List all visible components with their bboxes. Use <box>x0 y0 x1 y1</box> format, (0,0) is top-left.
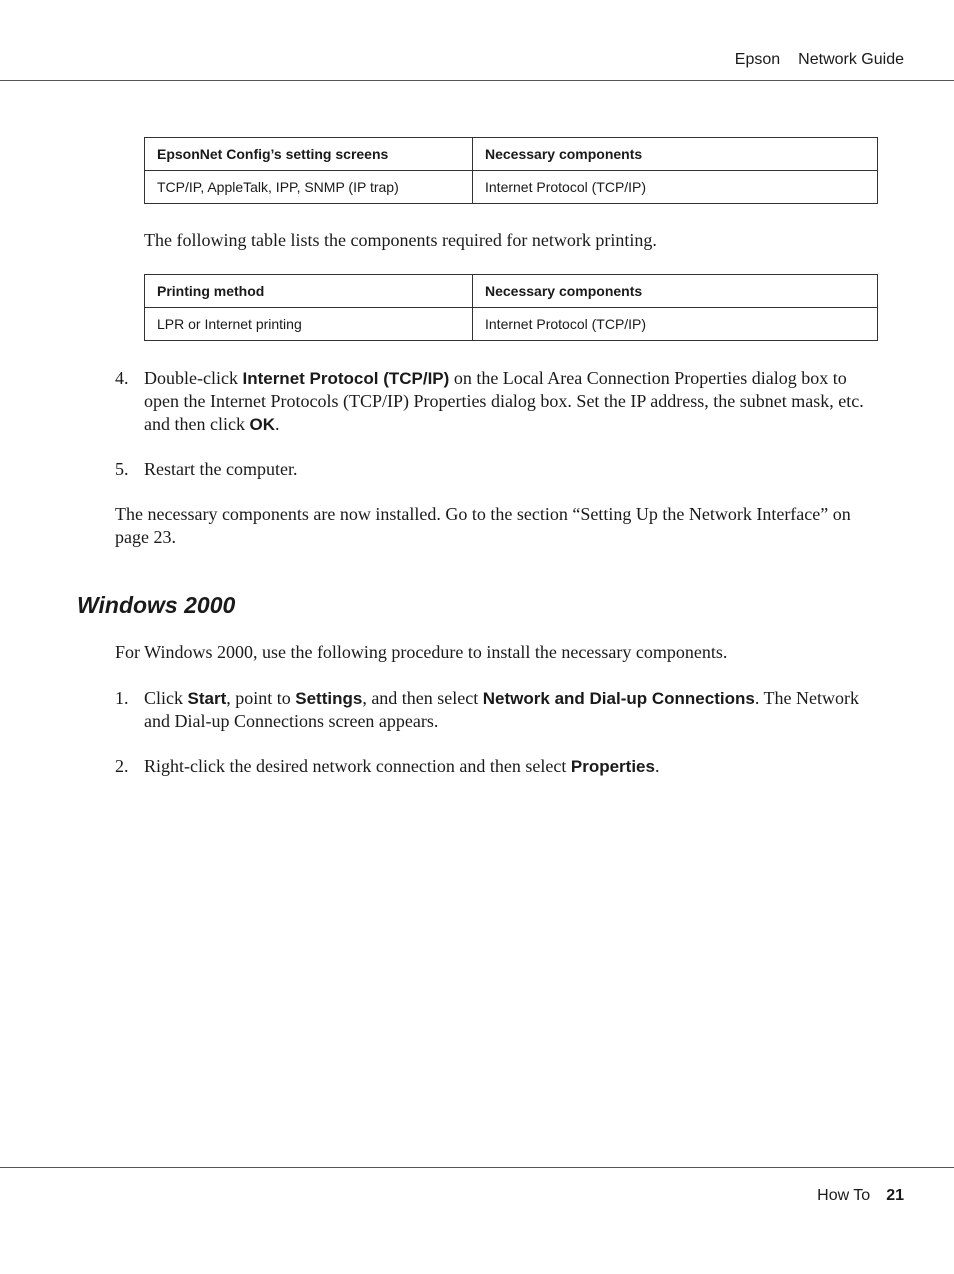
completion-text: The necessary components are now installed. Go to the section “Setting Up the Network Interface” on page 23. <box>115 504 851 547</box>
page-footer <box>817 1187 904 1205</box>
table-cell: LPR or Internet printing <box>145 308 473 341</box>
step-text: Click Start, point to Settings, and then select Network and Dial-up Connections. The Network and Dial-up Connections screen appears. <box>144 688 859 731</box>
page-header <box>735 51 904 69</box>
table-header-row <box>145 275 878 308</box>
table-cell: Internet Protocol (TCP/IP) <box>473 308 878 341</box>
table-header-cell: Necessary components <box>473 138 878 171</box>
step-5 <box>115 458 878 481</box>
table-header-cell: Necessary components <box>473 275 878 308</box>
ui-term-internet-protocol: Internet Protocol (TCP/IP) <box>242 369 450 388</box>
step-2 <box>115 755 878 778</box>
table-header-row <box>145 138 878 171</box>
table-row <box>145 308 878 341</box>
step-1 <box>115 687 878 733</box>
header-brand: Epson <box>734 51 781 68</box>
step-text: Right-click the desired network connection and then select Properties. <box>144 756 660 776</box>
step-number: 4. <box>115 368 129 388</box>
table-row <box>145 171 878 204</box>
section-title: Windows 2000 <box>77 592 236 618</box>
step-4 <box>115 367 878 436</box>
table-header-cell: Printing method <box>145 275 473 308</box>
footer-section: How To <box>817 1187 871 1204</box>
ui-term-ok: OK <box>249 415 275 434</box>
ui-term-settings: Settings <box>295 689 363 708</box>
step-text: Double-click Internet Protocol (TCP/IP) on the Local Area Connection Properties dialog box to open the Internet Protocols (TCP/IP) Properties dialog box. Set the IP address, the subnet mask, etc. and then click OK. <box>144 368 864 434</box>
step-text: Restart the computer. <box>144 459 298 479</box>
header-rule <box>0 80 954 81</box>
header-doc-title: Network Guide <box>798 51 904 68</box>
table-cell: Internet Protocol (TCP/IP) <box>473 171 878 204</box>
step-number: 2. <box>115 756 129 776</box>
page-number: 21 <box>886 1187 904 1204</box>
table-header-cell: EpsonNet Config’s setting screens <box>145 138 473 171</box>
footer-rule <box>0 1167 954 1168</box>
ui-term-properties: Properties <box>570 757 655 776</box>
printing-components-table <box>144 274 878 341</box>
step-number: 5. <box>115 459 129 479</box>
ui-term-network-dialup: Network and Dial-up Connections <box>482 689 755 708</box>
section-intro-text: For Windows 2000, use the following procedure to install the necessary components. <box>115 642 728 662</box>
settings-components-table <box>144 137 878 204</box>
step-number: 1. <box>115 688 129 708</box>
table-cell: TCP/IP, AppleTalk, IPP, SNMP (IP trap) <box>145 171 473 204</box>
printing-intro-text: The following table lists the components required for network printing. <box>144 230 657 250</box>
ui-term-start: Start <box>187 689 227 708</box>
